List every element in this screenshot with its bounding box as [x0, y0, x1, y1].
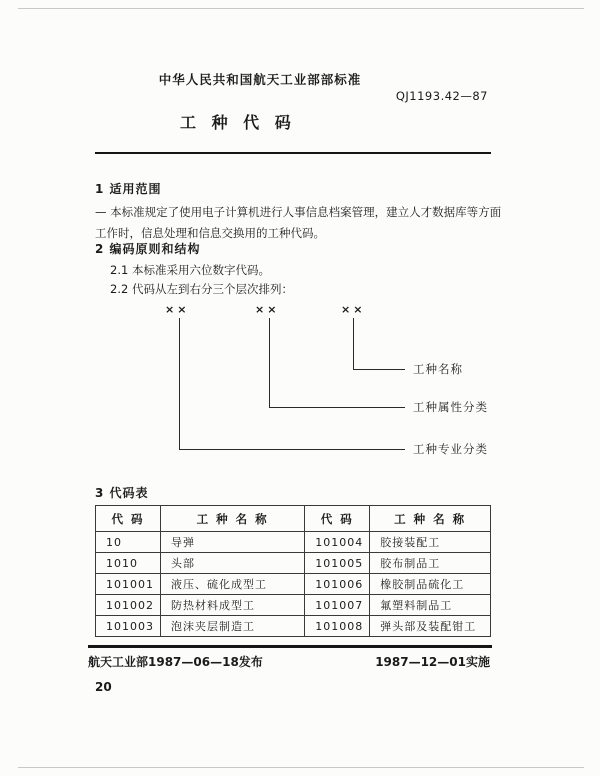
footer-implement-date: 1987—12—01实施	[375, 655, 490, 669]
digit-group-3: ××	[341, 303, 366, 316]
name-cell: 液压、硫化成型工	[161, 574, 305, 595]
footer-rule	[88, 645, 492, 648]
name-cell: 弹头部及装配钳工	[370, 616, 491, 637]
table-row	[96, 553, 491, 574]
section2-heading: 2 编码原则和结构	[95, 242, 201, 256]
code-cell: 101006	[305, 574, 370, 595]
header-code-1: 代 码	[96, 506, 161, 532]
standard-org-line: 中华人民共和国航天工业部部标准	[158, 72, 362, 87]
diagram-label-job-name: 工种名称	[413, 362, 463, 376]
header-name-2: 工 种 名 称	[370, 506, 491, 532]
section2-item-1: 2.1 本标准采用六位数字代码。	[110, 263, 270, 277]
code-cell: 101002	[96, 595, 161, 616]
section1-heading: 1 适用范围	[95, 182, 162, 196]
section3-heading: 3 代码表	[95, 486, 149, 500]
table-row	[96, 574, 491, 595]
document-title: 工 种 代 码	[180, 113, 296, 132]
scan-edge-top	[18, 8, 584, 9]
diagram-vline-3	[353, 318, 354, 369]
name-cell: 泡沫夹层制造工	[161, 616, 305, 637]
code-cell: 101007	[305, 595, 370, 616]
code-structure-diagram	[95, 303, 495, 471]
code-cell: 101008	[305, 616, 370, 637]
scan-edge-bottom	[18, 767, 584, 768]
name-cell: 胶接装配工	[370, 532, 491, 553]
diagram-hline-3	[353, 369, 405, 370]
name-cell: 胶布制品工	[370, 553, 491, 574]
diagram-label-specialty-class: 工种专业分类	[413, 442, 488, 456]
name-cell: 橡胶制品硫化工	[370, 574, 491, 595]
document-number: QJ1193.42—87	[395, 89, 488, 103]
table-row	[96, 595, 491, 616]
name-cell: 防热材料成型工	[161, 595, 305, 616]
page-number: 20	[95, 680, 112, 694]
section2-item-2: 2.2 代码从左到右分三个层次排列：	[110, 282, 293, 296]
digit-group-1: ××	[165, 303, 190, 316]
header-code-2: 代 码	[305, 506, 370, 532]
table-row	[96, 532, 491, 553]
table-row	[96, 616, 491, 637]
footer-publish-date: 航天工业部1987—06—18发布	[88, 655, 263, 669]
diagram-label-attribute-class: 工种属性分类	[413, 400, 488, 414]
name-cell: 导弹	[161, 532, 305, 553]
table-header-row	[96, 506, 491, 532]
name-cell: 氟塑料制品工	[370, 595, 491, 616]
header-name-1: 工 种 名 称	[161, 506, 305, 532]
code-cell: 1010	[96, 553, 161, 574]
diagram-hline-1	[179, 449, 405, 450]
digit-group-2: ××	[255, 303, 280, 316]
diagram-hline-2	[269, 407, 405, 408]
section1-body: — 本标准规定了使用电子计算机进行人事信息档案管理，建立人才数据库等方面工作时，信息处理和信息交换用的工种代码。	[95, 205, 502, 240]
diagram-vline-1	[179, 318, 180, 449]
name-cell: 头部	[161, 553, 305, 574]
code-cell: 101004	[305, 532, 370, 553]
diagram-vline-2	[269, 318, 270, 407]
code-cell: 101001	[96, 574, 161, 595]
code-cell: 10	[96, 532, 161, 553]
code-cell: 101005	[305, 553, 370, 574]
code-cell: 101003	[96, 616, 161, 637]
code-table	[95, 505, 491, 637]
header-rule	[95, 152, 491, 154]
